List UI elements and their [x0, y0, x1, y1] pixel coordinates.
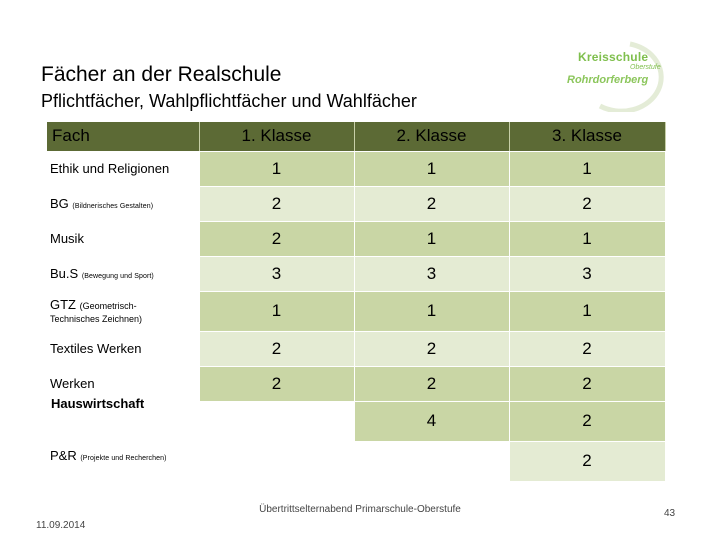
hours-klasse-3: 1	[509, 221, 665, 256]
hours-klasse-2: 2	[354, 366, 509, 401]
subject-name: Musik	[47, 221, 199, 256]
table-header-row	[47, 122, 665, 151]
header-klasse-3: 3. Klasse	[509, 122, 665, 151]
subject-name: Bu.S (Bewegung und Sport)	[47, 256, 199, 291]
subject-note: (Projekte und Recherchen)	[80, 455, 167, 462]
subject-name-hauswirtschaft: Hauswirtschaft	[51, 396, 145, 411]
subject-name-pr: P&R (Projekte und Recherchen)	[50, 448, 167, 463]
hours-klasse-1	[199, 441, 354, 481]
hours-klasse-2: 1	[354, 151, 509, 186]
hours-klasse-1: 2	[199, 186, 354, 221]
subject-note: (Bewegung und Sport)	[81, 273, 154, 280]
hours-klasse-1: 2	[199, 366, 354, 401]
hours-klasse-2: 1	[354, 291, 509, 331]
hours-klasse-2: 3	[354, 256, 509, 291]
table-row	[47, 291, 665, 331]
hours-klasse-3: 2	[509, 366, 665, 401]
hours-klasse-3: 1	[509, 151, 665, 186]
hours-klasse-1: 2	[199, 331, 354, 366]
subject-name: BG (Bildnerisches Gestalten)	[47, 186, 199, 221]
hours-klasse-3: 3	[509, 256, 665, 291]
table-row	[47, 221, 665, 256]
hours-klasse-2	[354, 441, 509, 481]
table-row	[47, 186, 665, 221]
hours-klasse-1: 3	[199, 256, 354, 291]
subject-note-2: Technisches Zeichnen)	[50, 313, 143, 324]
hours-klasse-1: 1	[199, 151, 354, 186]
hours-klasse-1: 2	[199, 221, 354, 256]
footer-event: Übertrittselternabend Primarschule-Oberstufe	[259, 504, 461, 515]
logo-line-3: Rohrdorferberg	[567, 74, 649, 86]
hours-klasse-2: 4	[354, 401, 509, 441]
hours-klasse-2: 1	[354, 221, 509, 256]
header-klasse-2: 2. Klasse	[354, 122, 509, 151]
hours-klasse-2: 2	[354, 331, 509, 366]
subject-name: GTZ (Geometrisch- Technisches Zeichnen)	[47, 291, 199, 331]
hours-klasse-3: 2	[509, 401, 665, 441]
hours-klasse-2: 2	[354, 186, 509, 221]
table-row	[47, 331, 665, 366]
footer-date: 11.09.2014	[36, 520, 86, 531]
hours-klasse-1: 1	[199, 291, 354, 331]
slide-subtitle: Pflichtfächer, Wahlpflichtfächer und Wahlfächer	[41, 91, 417, 111]
logo-line-2: Oberstufe	[630, 64, 661, 71]
subject-name: Ethik und Religionen	[47, 151, 199, 186]
hours-klasse-3: 2	[509, 441, 665, 481]
hours-klasse-3: 1	[509, 291, 665, 331]
header-fach: Fach	[47, 122, 199, 151]
table-row	[47, 151, 665, 186]
page-number: 43	[664, 508, 676, 519]
school-logo	[560, 40, 670, 112]
subjects-table	[47, 122, 666, 482]
hours-klasse-3: 2	[509, 186, 665, 221]
subject-note: (Bildnerisches Gestalten)	[72, 203, 154, 210]
logo-line-1: Kreisschule	[578, 50, 649, 64]
subject-note: (Geometrisch-	[79, 300, 137, 311]
hours-klasse-1	[199, 401, 354, 441]
slide-title: Fächer an der Realschule	[41, 63, 282, 86]
table-row	[47, 256, 665, 291]
hours-klasse-3: 2	[509, 331, 665, 366]
header-klasse-1: 1. Klasse	[199, 122, 354, 151]
subject-name: Werken	[47, 366, 199, 401]
subject-name: Textiles Werken	[47, 331, 199, 366]
